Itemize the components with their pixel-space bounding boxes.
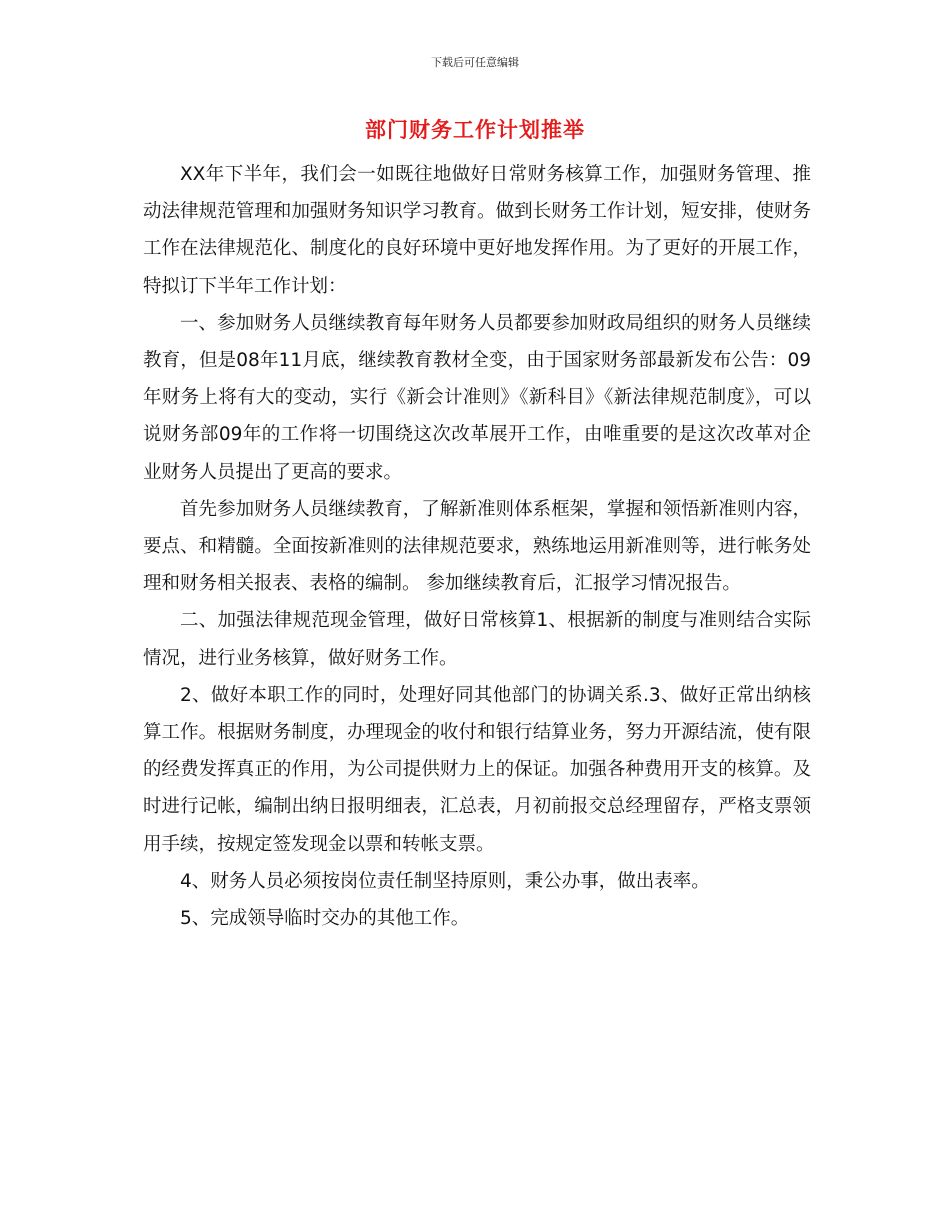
document-body xyxy=(143,156,811,937)
document-title: 部门财务工作计划推举 xyxy=(365,118,585,142)
paragraph: 2、做好本职工作的同时，处理好同其他部门的协调关系.3、做好正常出纳核算工作。根据财务制度，办理现金的收付和银行结算业务，努力开源结流，使有限的经费发挥真正的作用，为公司提供财力上的保证。加强各种费用开支的核算。及时进行记帐，编制出纳日报明细表，汇总表，月初前报交总经理留存，严格支票领用手续，按规定签发现金以票和转帐支票。 xyxy=(143,684,811,855)
header-note: 下载后可任意编辑 xyxy=(431,56,519,69)
paragraph: 4、财务人员必须按岗位责任制坚持原则，秉公办事，做出表率。 xyxy=(180,870,710,892)
paragraph: 二、加强法律规范现金管理，做好日常核算1、根据新的制度与准则结合实际情况，进行业务核算，做好财务工作。 xyxy=(143,610,811,669)
paragraph: 5、完成领导临时交办的其他工作。 xyxy=(180,908,470,930)
paragraph: 首先参加财务人员继续教育，了解新准则体系框架，掌握和领悟新准则内容，要点、和精髓。全面按新准则的法律规范要求，熟练地运用新准则等，进行帐务处理和财务相关报表、表格的编制。 参加继续教育后，汇报学习情况报告。 xyxy=(143,498,811,595)
paragraph: 一、参加财务人员继续教育每年财务人员都要参加财政局组织的财务人员继续教育，但是08年11月底，继续教育教材全变，由于国家财务部最新发布公告：09年财务上将有大的变动，实行《新会计准则》《新科目》《新法律规范制度》，可以说财务部09年的工作将一切围绕这次改革展开工作，由唯重要的是这次改革对企业财务人员提出了更高的要求。 xyxy=(143,312,811,483)
paragraph: XX年下半年，我们会一如既往地做好日常财务核算工作，加强财务管理、推动法律规范管理和加强财务知识学习教育。做到长财务工作计划，短安排，使财务工作在法律规范化、制度化的良好环境中更好地发挥作用。为了更好的开展工作，特拟订下半年工作计划： xyxy=(143,164,811,297)
